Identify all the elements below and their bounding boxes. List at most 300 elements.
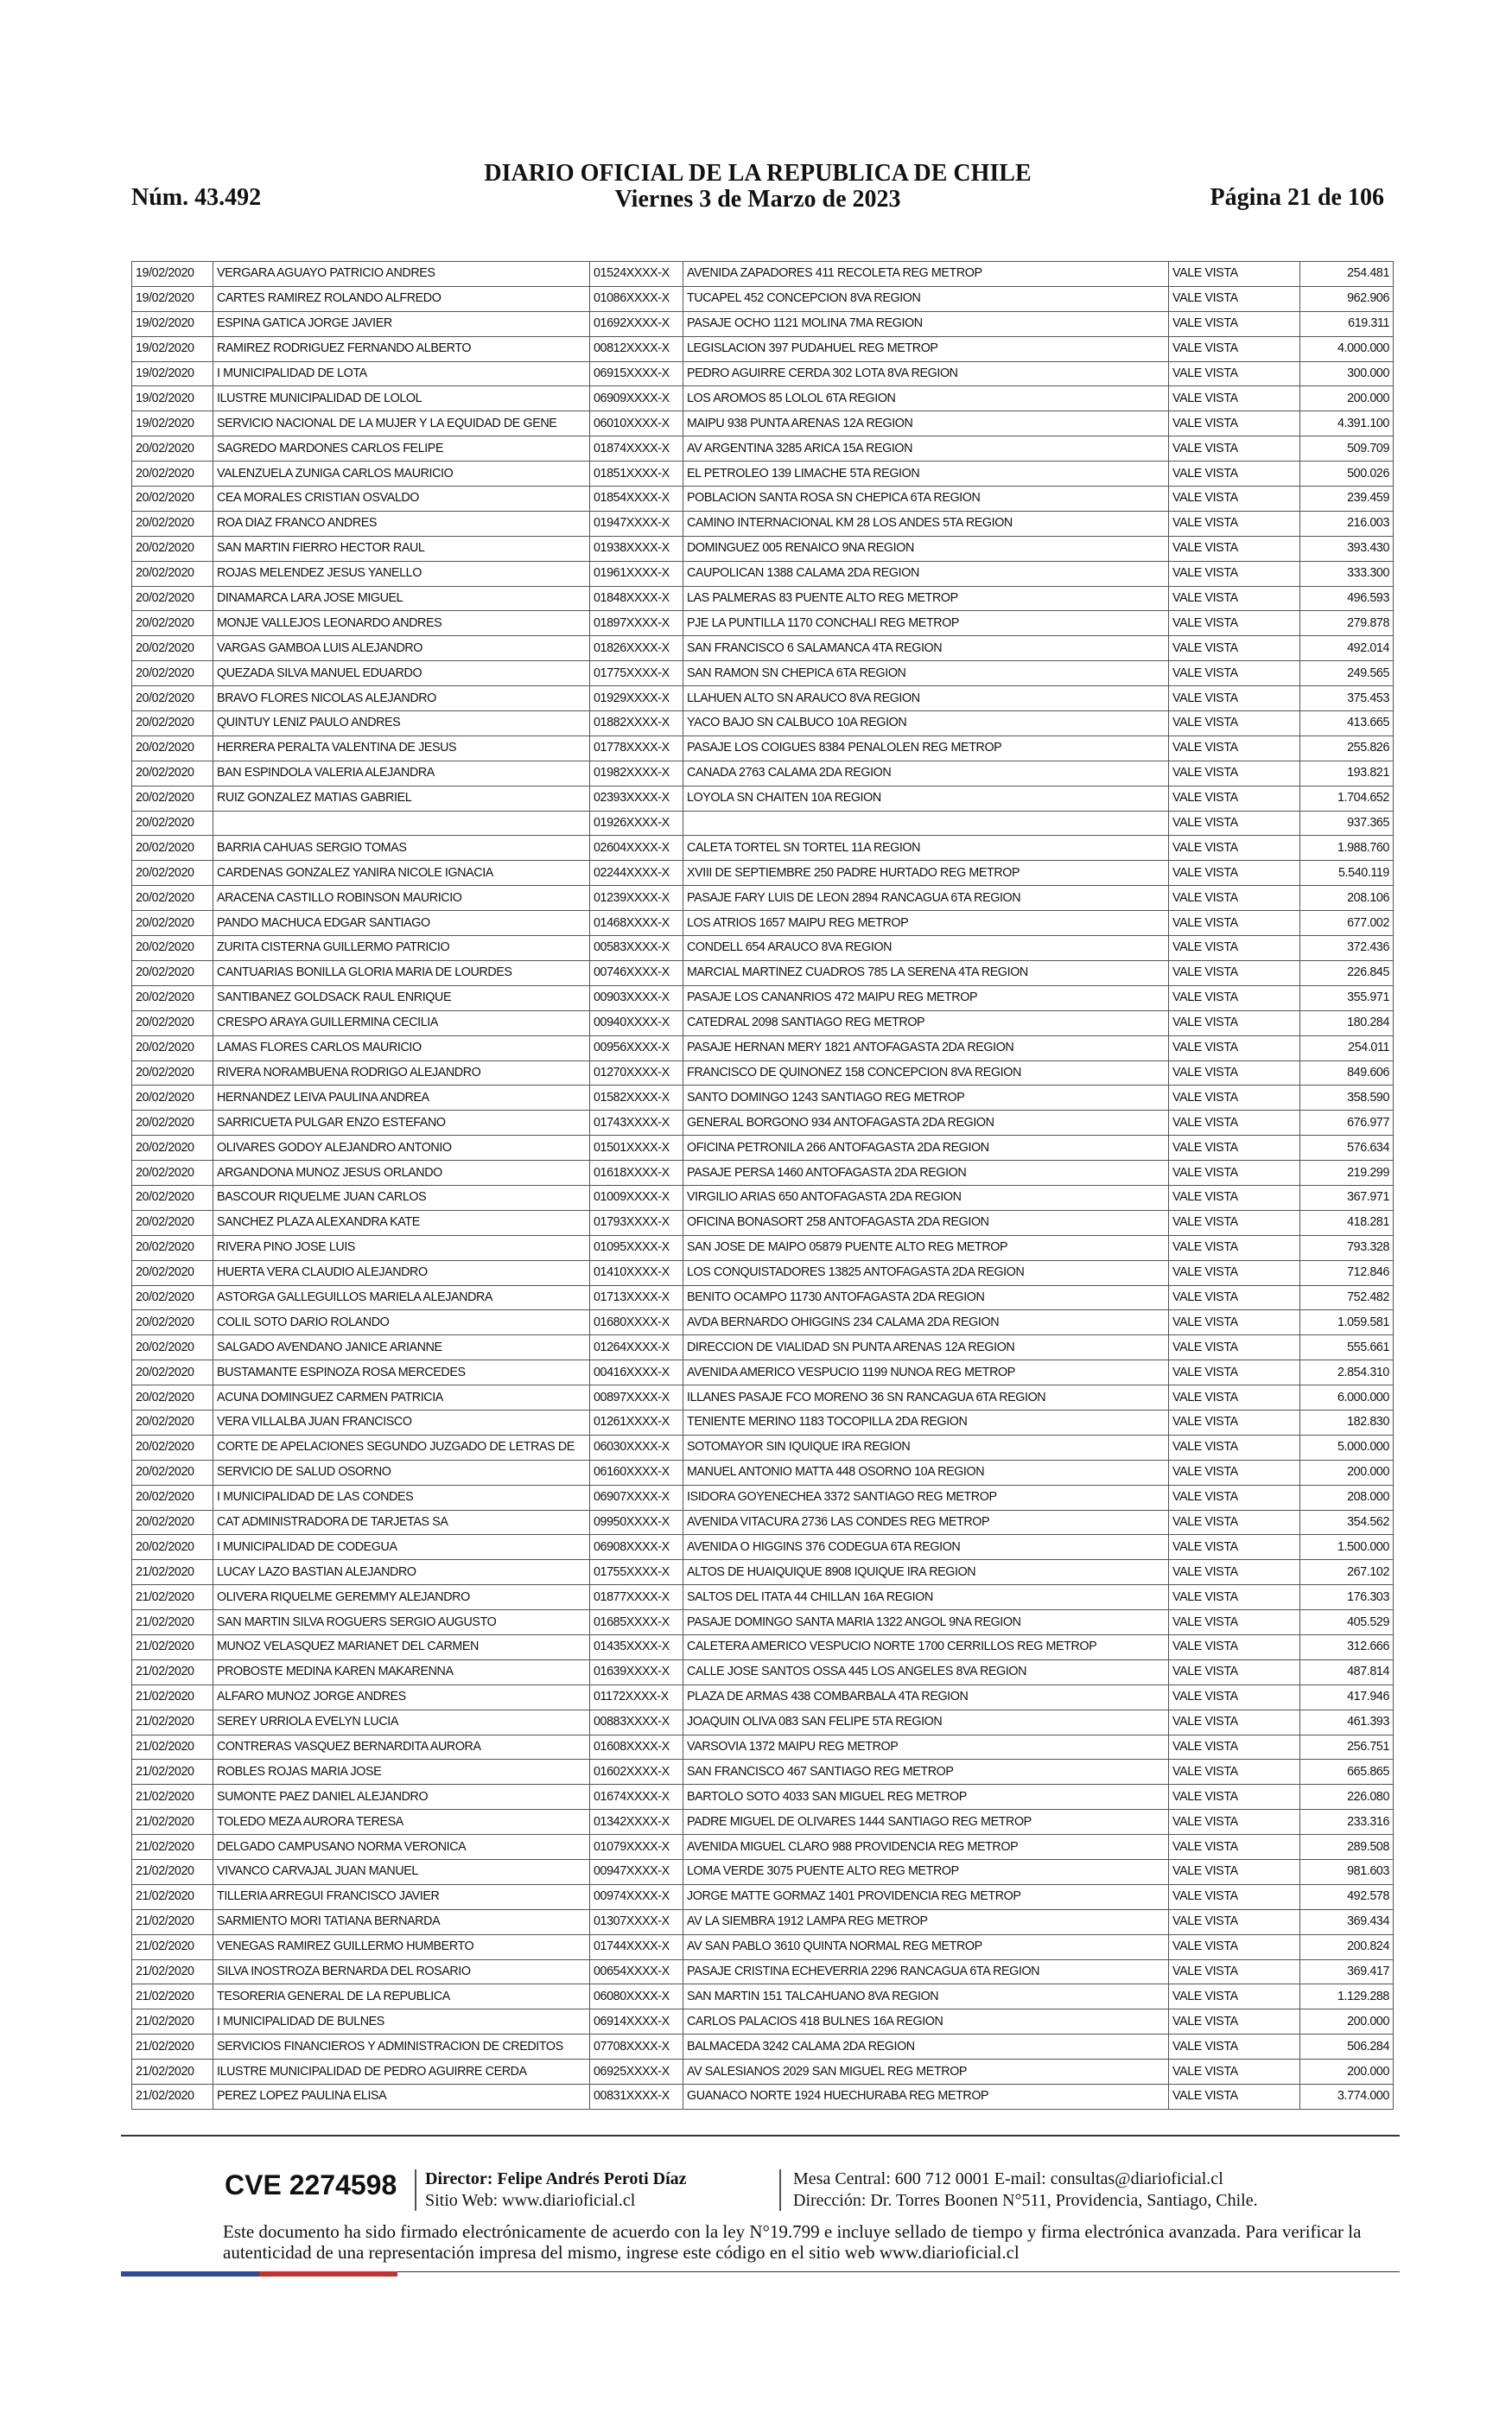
amount-cell: 849.606 [1300,1060,1394,1086]
table-row [132,686,1394,711]
rut-cell: 01826XXXX-X [590,636,683,661]
issue-number: Núm. 43.492 [131,184,262,211]
amount-cell: 354.562 [1300,1510,1394,1535]
payment-type-cell: VALE VISTA [1169,1959,1300,1984]
rut-cell: 06915XXXX-X [590,361,683,386]
payment-type-cell: VALE VISTA [1169,311,1300,336]
name-cell: CONTRERAS VASQUEZ BERNARDITA AURORA [213,1735,590,1760]
date-cell: 21/02/2020 [132,1884,213,1909]
address-cell: LOS AROMOS 85 LOLOL 6TA REGION [683,386,1169,411]
date-cell: 20/02/2020 [132,1360,213,1385]
date-cell: 21/02/2020 [132,2085,213,2110]
table-row [132,511,1394,536]
payment-type-cell: VALE VISTA [1169,1785,1300,1810]
page-footer [121,2135,1400,2308]
address-cell: PJE LA PUNTILLA 1170 CONCHALI REG METROP [683,611,1169,636]
payment-type-cell: VALE VISTA [1169,1684,1300,1710]
rut-cell: 01744XXXX-X [590,1934,683,1959]
date-cell: 21/02/2020 [132,1710,213,1735]
table-row [132,411,1394,436]
table-row [132,960,1394,985]
address-cell: MAIPU 938 PUNTA ARENAS 12A REGION [683,411,1169,436]
rut-cell: 01713XXXX-X [590,1285,683,1310]
table-row [132,1285,1394,1310]
name-cell: SAGREDO MARDONES CARLOS FELIPE [213,436,590,462]
date-cell: 20/02/2020 [132,711,213,736]
table-row [132,611,1394,636]
date-cell: 20/02/2020 [132,1285,213,1310]
footer-separator [415,2169,416,2211]
rut-cell: 01674XXXX-X [590,1785,683,1810]
table-row [132,1710,1394,1735]
date-cell: 20/02/2020 [132,1335,213,1360]
name-cell: SARRICUETA PULGAR ENZO ESTEFANO [213,1111,590,1136]
payment-type-cell: VALE VISTA [1169,960,1300,985]
amount-cell: 239.459 [1300,487,1394,512]
date-cell: 20/02/2020 [132,1260,213,1285]
table-row [132,1684,1394,1710]
payment-type-cell: VALE VISTA [1169,1136,1300,1161]
director-name: Director: Felipe Andrés Peroti Díaz [425,2169,687,2188]
amount-cell: 256.751 [1300,1735,1394,1760]
name-cell: SANCHEZ PLAZA ALEXANDRA KATE [213,1210,590,1235]
table-row [132,936,1394,961]
address-cell: LEGISLACION 397 PUDAHUEL REG METROP [683,336,1169,361]
name-cell: TILLERIA ARREGUI FRANCISCO JAVIER [213,1884,590,1909]
amount-cell: 226.080 [1300,1785,1394,1810]
table-row [132,1060,1394,1086]
address-cell: SOTOMAYOR SIN IQUIQUE IRA REGION [683,1435,1169,1460]
date-cell: 20/02/2020 [132,436,213,462]
address-cell: PASAJE DOMINGO SANTA MARIA 1322 ANGOL 9NA REGION [683,1610,1169,1635]
date-cell: 20/02/2020 [132,1310,213,1335]
payment-type-cell: VALE VISTA [1169,1285,1300,1310]
date-cell: 21/02/2020 [132,2060,213,2085]
date-cell: 20/02/2020 [132,861,213,886]
date-cell: 20/02/2020 [132,661,213,686]
contact-info: Mesa Central: 600 712 0001 E-mail: consultas@diarioficial.cl [793,2169,1223,2188]
table-row [132,1260,1394,1285]
date-cell: 19/02/2020 [132,286,213,311]
date-cell: 21/02/2020 [132,1634,213,1659]
amount-cell: 200.000 [1300,1460,1394,1485]
date-cell: 20/02/2020 [132,1435,213,1460]
amount-cell: 300.000 [1300,361,1394,386]
amount-cell: 492.578 [1300,1884,1394,1909]
rut-cell: 01307XXXX-X [590,1909,683,1934]
website-link[interactable]: Sitio Web: www.diarioficial.cl [425,2191,636,2210]
address-cell: MARCIAL MARTINEZ CUADROS 785 LA SERENA 4TA REGION [683,960,1169,985]
amount-cell: 417.946 [1300,1684,1394,1710]
records-table-body [132,262,1394,2110]
rut-cell: 00416XXXX-X [590,1360,683,1385]
address-cell: MANUEL ANTONIO MATTA 448 OSORNO 10A REGION [683,1460,1169,1485]
date-cell: 21/02/2020 [132,1984,213,2009]
amount-cell: 358.590 [1300,1086,1394,1111]
address-cell: PASAJE CRISTINA ECHEVERRIA 2296 RANCAGUA 6TA REGION [683,1959,1169,1984]
address-cell: LAS PALMERAS 83 PUENTE ALTO REG METROP [683,586,1169,611]
payment-type-cell: VALE VISTA [1169,911,1300,936]
name-cell: SEREY URRIOLA EVELYN LUCIA [213,1710,590,1735]
date-cell: 20/02/2020 [132,1210,213,1235]
name-cell: OLIVERA RIQUELME GEREMMY ALEJANDRO [213,1585,590,1610]
name-cell: SERVICIO DE SALUD OSORNO [213,1460,590,1485]
rut-cell: 00956XXXX-X [590,1035,683,1060]
payment-type-cell: VALE VISTA [1169,561,1300,586]
name-cell: SUMONTE PAEZ DANIEL ALEJANDRO [213,1785,590,1810]
amount-cell: 6.000.000 [1300,1385,1394,1411]
address-cell: TENIENTE MERINO 1183 TOCOPILLA 2DA REGION [683,1410,1169,1435]
amount-cell: 312.666 [1300,1634,1394,1659]
payment-type-cell: VALE VISTA [1169,1035,1300,1060]
name-cell: PANDO MACHUCA EDGAR SANTIAGO [213,911,590,936]
rut-cell: 01172XXXX-X [590,1684,683,1710]
name-cell: ROJAS MELENDEZ JESUS YANELLO [213,561,590,586]
name-cell: OLIVARES GODOY ALEJANDRO ANTONIO [213,1136,590,1161]
name-cell: QUEZADA SILVA MANUEL EDUARDO [213,661,590,686]
rut-cell: 00654XXXX-X [590,1959,683,1984]
rut-cell: 01755XXXX-X [590,1560,683,1585]
rut-cell: 01775XXXX-X [590,661,683,686]
payment-type-cell: VALE VISTA [1169,1610,1300,1635]
table-row [132,2085,1394,2110]
rut-cell: 00583XXXX-X [590,936,683,961]
address-cell [683,811,1169,836]
table-row [132,1535,1394,1560]
table-row [132,736,1394,761]
rut-cell: 06914XXXX-X [590,2009,683,2035]
payment-type-cell: VALE VISTA [1169,1260,1300,1285]
footer-separator [779,2169,781,2211]
name-cell: COLIL SOTO DARIO ROLANDO [213,1310,590,1335]
name-cell: SERVICIO NACIONAL DE LA MUJER Y LA EQUIDAD DE GENE [213,411,590,436]
address-cell: AVDA BERNARDO OHIGGINS 234 CALAMA 2DA REGION [683,1310,1169,1335]
amount-cell: 372.436 [1300,936,1394,961]
payment-type-cell: VALE VISTA [1169,487,1300,512]
payment-type-cell: VALE VISTA [1169,1535,1300,1560]
table-row [132,436,1394,462]
payment-type-cell: VALE VISTA [1169,1884,1300,1909]
address-cell: CALETA TORTEL SN TORTEL 11A REGION [683,836,1169,861]
name-cell: RIVERA PINO JOSE LUIS [213,1235,590,1260]
rut-cell: 00974XXXX-X [590,1884,683,1909]
address-cell: VIRGILIO ARIAS 650 ANTOFAGASTA 2DA REGION [683,1185,1169,1210]
address-cell: AVENIDA ZAPADORES 411 RECOLETA REG METROP [683,262,1169,287]
date-cell: 21/02/2020 [132,1735,213,1760]
address-cell: CATEDRAL 2098 SANTIAGO REG METROP [683,1010,1169,1035]
date-cell: 19/02/2020 [132,386,213,411]
rut-cell: 01602XXXX-X [590,1760,683,1785]
date-cell: 20/02/2020 [132,586,213,611]
rut-cell: 01095XXXX-X [590,1235,683,1260]
amount-cell: 506.284 [1300,2035,1394,2060]
amount-cell: 208.106 [1300,886,1394,911]
amount-cell: 254.011 [1300,1035,1394,1060]
date-cell: 20/02/2020 [132,1111,213,1136]
name-cell: CANTUARIAS BONILLA GLORIA MARIA DE LOURDES [213,960,590,985]
name-cell: ROA DIAZ FRANCO ANDRES [213,511,590,536]
rut-cell: 01897XXXX-X [590,611,683,636]
date-cell: 21/02/2020 [132,1959,213,1984]
amount-cell: 676.977 [1300,1111,1394,1136]
table-row [132,2035,1394,2060]
rut-cell: 00903XXXX-X [590,985,683,1010]
table-row [132,2009,1394,2035]
payment-type-cell: VALE VISTA [1169,1161,1300,1186]
address-cell: CANADA 2763 CALAMA 2DA REGION [683,761,1169,786]
payment-type-cell: VALE VISTA [1169,1760,1300,1785]
amount-cell: 4.391.100 [1300,411,1394,436]
rut-cell: 01618XXXX-X [590,1161,683,1186]
table-row [132,1435,1394,1460]
address-cell: TUCAPEL 452 CONCEPCION 8VA REGION [683,286,1169,311]
address-cell: DIRECCION DE VIALIDAD SN PUNTA ARENAS 12A REGION [683,1335,1169,1360]
payment-type-cell: VALE VISTA [1169,861,1300,886]
address-cell: AV SALESIANOS 2029 SAN MIGUEL REG METROP [683,2060,1169,2085]
payment-type-cell: VALE VISTA [1169,1185,1300,1210]
table-row [132,711,1394,736]
amount-cell: 2.854.310 [1300,1360,1394,1385]
table-row [132,336,1394,361]
name-cell: BAN ESPINDOLA VALERIA ALEJANDRA [213,761,590,786]
amount-cell: 418.281 [1300,1210,1394,1235]
rut-cell: 06010XXXX-X [590,411,683,436]
payment-type-cell: VALE VISTA [1169,262,1300,287]
address-cell: AV SAN PABLO 3610 QUINTA NORMAL REG METROP [683,1934,1169,1959]
table-row [132,1310,1394,1335]
payment-type-cell: VALE VISTA [1169,1086,1300,1111]
name-cell: VIVANCO CARVAJAL JUAN MANUEL [213,1860,590,1885]
address-cell: CONDELL 654 ARAUCO 8VA REGION [683,936,1169,961]
amount-cell: 369.434 [1300,1909,1394,1934]
address-cell: OFICINA PETRONILA 266 ANTOFAGASTA 2DA REGION [683,1136,1169,1161]
table-row [132,487,1394,512]
payment-type-cell: VALE VISTA [1169,1710,1300,1735]
amount-cell: 200.000 [1300,2060,1394,2085]
address-cell: SALTOS DEL ITATA 44 CHILLAN 16A REGION [683,1585,1169,1610]
amount-cell: 962.906 [1300,286,1394,311]
payment-type-cell: VALE VISTA [1169,536,1300,561]
address-cell: BENITO OCAMPO 11730 ANTOFAGASTA 2DA REGION [683,1285,1169,1310]
page-number: Página 21 de 106 [1210,184,1384,211]
address-cell: AVENIDA AMERICO VESPUCIO 1199 NUNOA REG METROP [683,1360,1169,1385]
payment-type-cell: VALE VISTA [1169,361,1300,386]
payment-type-cell: VALE VISTA [1169,436,1300,462]
amount-cell: 233.316 [1300,1810,1394,1835]
name-cell: BARRIA CAHUAS SERGIO TOMAS [213,836,590,861]
payment-type-cell: VALE VISTA [1169,2035,1300,2060]
table-row [132,1210,1394,1235]
payment-type-cell: VALE VISTA [1169,736,1300,761]
date-cell: 20/02/2020 [132,1235,213,1260]
rut-cell: 06908XXXX-X [590,1535,683,1560]
name-cell: ARACENA CASTILLO ROBINSON MAURICIO [213,886,590,911]
rut-cell: 01848XXXX-X [590,586,683,611]
amount-cell: 208.000 [1300,1485,1394,1510]
name-cell: SAN MARTIN SILVA ROGUERS SERGIO AUGUSTO [213,1610,590,1635]
payment-type-cell: VALE VISTA [1169,1385,1300,1411]
amount-cell: 226.845 [1300,960,1394,985]
name-cell: CORTE DE APELACIONES SEGUNDO JUZGADO DE LETRAS DE [213,1435,590,1460]
rut-cell: 02393XXXX-X [590,786,683,811]
payment-type-cell: VALE VISTA [1169,985,1300,1010]
address-cell: AVENIDA O HIGGINS 376 CODEGUA 6TA REGION [683,1535,1169,1560]
address-cell: ISIDORA GOYENECHEA 3372 SANTIAGO REG METROP [683,1485,1169,1510]
amount-cell: 200.000 [1300,2009,1394,2035]
date-cell: 19/02/2020 [132,411,213,436]
date-cell: 20/02/2020 [132,1060,213,1086]
name-cell: ILUSTRE MUNICIPALIDAD DE LOLOL [213,386,590,411]
rut-cell: 01079XXXX-X [590,1835,683,1860]
payment-type-cell: VALE VISTA [1169,2009,1300,2035]
amount-cell: 5.000.000 [1300,1435,1394,1460]
rut-cell: 06907XXXX-X [590,1485,683,1510]
name-cell: VERA VILLALBA JUAN FRANCISCO [213,1410,590,1435]
table-row [132,886,1394,911]
name-cell: MONJE VALLEJOS LEONARDO ANDRES [213,611,590,636]
date-cell: 21/02/2020 [132,1684,213,1710]
legal-notice: Este documento ha sido firmado electrónicamente de acuerdo con la ley N°19.799 e incluye sellado de tiempo y firma electrónica avanzada. Para verificar la autenticidad de una representación impresa del mismo, ingrese este código en el sitio web www.diarioficial.cl [223,2221,1362,2263]
table-row [132,1909,1394,1934]
payment-type-cell: VALE VISTA [1169,1111,1300,1136]
name-cell: CARDENAS GONZALEZ YANIRA NICOLE IGNACIA [213,861,590,886]
date-cell: 20/02/2020 [132,1485,213,1510]
payment-type-cell: VALE VISTA [1169,462,1300,487]
address-cell: CAUPOLICAN 1388 CALAMA 2DA REGION [683,561,1169,586]
payment-type-cell: VALE VISTA [1169,586,1300,611]
flag-stripe-red [259,2271,397,2277]
footer-divider [121,2135,1400,2137]
payment-type-cell: VALE VISTA [1169,936,1300,961]
payment-type-cell: VALE VISTA [1169,611,1300,636]
payment-type-cell: VALE VISTA [1169,386,1300,411]
table-row [132,536,1394,561]
address-cell: PASAJE HERNAN MERY 1821 ANTOFAGASTA 2DA REGION [683,1035,1169,1060]
payment-type-cell: VALE VISTA [1169,761,1300,786]
name-cell: I MUNICIPALIDAD DE LOTA [213,361,590,386]
payment-type-cell: VALE VISTA [1169,2060,1300,2085]
amount-cell: 355.971 [1300,985,1394,1010]
amount-cell: 289.508 [1300,1835,1394,1860]
payment-type-cell: VALE VISTA [1169,1984,1300,2009]
amount-cell: 677.002 [1300,911,1394,936]
table-row [132,1785,1394,1810]
date-cell: 21/02/2020 [132,2035,213,2060]
name-cell: ARGANDONA MUNOZ JESUS ORLANDO [213,1161,590,1186]
rut-cell: 00883XXXX-X [590,1710,683,1735]
payment-type-cell: VALE VISTA [1169,661,1300,686]
address-cell: VARSOVIA 1372 MAIPU REG METROP [683,1735,1169,1760]
publication-title: DIARIO OFICIAL DE LA REPUBLICA DE CHILE [484,160,1032,187]
amount-cell: 576.634 [1300,1136,1394,1161]
address-cell: POBLACION SANTA ROSA SN CHEPICA 6TA REGION [683,487,1169,512]
rut-cell: 01639XXXX-X [590,1659,683,1684]
address-cell: PADRE MIGUEL DE OLIVARES 1444 SANTIAGO REG METROP [683,1810,1169,1835]
address-cell: AV ARGENTINA 3285 ARICA 15A REGION [683,436,1169,462]
records-table [131,261,1394,2110]
amount-cell: 405.529 [1300,1610,1394,1635]
date-cell: 19/02/2020 [132,336,213,361]
amount-cell: 712.846 [1300,1260,1394,1285]
amount-cell: 4.000.000 [1300,336,1394,361]
name-cell: MUNOZ VELASQUEZ MARIANET DEL CARMEN [213,1634,590,1659]
address-cell: JOAQUIN OLIVA 083 SAN FELIPE 5TA REGION [683,1710,1169,1735]
rut-cell: 01261XXXX-X [590,1410,683,1435]
address-cell: ILLANES PASAJE FCO MORENO 36 SN RANCAGUA 6TA REGION [683,1385,1169,1411]
table-row [132,1610,1394,1635]
payment-type-cell: VALE VISTA [1169,1860,1300,1885]
payment-type-cell: VALE VISTA [1169,636,1300,661]
rut-cell: 06080XXXX-X [590,1984,683,2009]
address-cell: AVENIDA VITACURA 2736 LAS CONDES REG METROP [683,1510,1169,1535]
payment-type-cell: VALE VISTA [1169,336,1300,361]
amount-cell: 981.603 [1300,1860,1394,1885]
amount-cell: 509.709 [1300,436,1394,462]
amount-cell: 393.430 [1300,536,1394,561]
name-cell: CARTES RAMIREZ ROLANDO ALFREDO [213,286,590,311]
rut-cell: 01793XXXX-X [590,1210,683,1235]
table-row [132,1460,1394,1485]
table-row [132,1634,1394,1659]
payment-type-cell: VALE VISTA [1169,286,1300,311]
name-cell: CRESPO ARAYA GUILLERMINA CECILIA [213,1010,590,1035]
table-row [132,786,1394,811]
table-row [132,311,1394,336]
address-cell: SAN JOSE DE MAIPO 05879 PUENTE ALTO REG METROP [683,1235,1169,1260]
table-row [132,1735,1394,1760]
address-cell: LLAHUEN ALTO SN ARAUCO 8VA REGION [683,686,1169,711]
name-cell: QUINTUY LENIZ PAULO ANDRES [213,711,590,736]
name-cell: VALENZUELA ZUNIGA CARLOS MAURICIO [213,462,590,487]
address-cell: PLAZA DE ARMAS 438 COMBARBALA 4TA REGION [683,1684,1169,1710]
amount-cell: 619.311 [1300,311,1394,336]
address-cell: JORGE MATTE GORMAZ 1401 PROVIDENCIA REG METROP [683,1884,1169,1909]
date-cell: 20/02/2020 [132,1185,213,1210]
date-cell: 20/02/2020 [132,811,213,836]
name-cell: RIVERA NORAMBUENA RODRIGO ALEJANDRO [213,1060,590,1086]
date-cell: 19/02/2020 [132,311,213,336]
rut-cell: 01264XXXX-X [590,1335,683,1360]
date-cell: 21/02/2020 [132,2009,213,2035]
amount-cell: 176.303 [1300,1585,1394,1610]
amount-cell: 255.826 [1300,736,1394,761]
table-row [132,761,1394,786]
rut-cell: 01685XXXX-X [590,1610,683,1635]
date-cell: 20/02/2020 [132,1410,213,1435]
rut-cell: 01882XXXX-X [590,711,683,736]
name-cell: TOLEDO MEZA AURORA TERESA [213,1810,590,1835]
table-row [132,561,1394,586]
name-cell: PROBOSTE MEDINA KAREN MAKARENNA [213,1659,590,1684]
rut-cell: 01239XXXX-X [590,886,683,911]
rut-cell: 01501XXXX-X [590,1136,683,1161]
name-cell: RAMIREZ RODRIGUEZ FERNANDO ALBERTO [213,336,590,361]
flag-stripe [121,2271,397,2277]
name-cell: ESPINA GATICA JORGE JAVIER [213,311,590,336]
name-cell: I MUNICIPALIDAD DE BULNES [213,2009,590,2035]
table-row [132,1385,1394,1411]
rut-cell: 00897XXXX-X [590,1385,683,1411]
payment-type-cell: VALE VISTA [1169,711,1300,736]
payment-type-cell: VALE VISTA [1169,1010,1300,1035]
name-cell: ACUNA DOMINGUEZ CARMEN PATRICIA [213,1385,590,1411]
name-cell: HERNANDEZ LEIVA PAULINA ANDREA [213,1086,590,1111]
name-cell: LAMAS FLORES CARLOS MAURICIO [213,1035,590,1060]
date-cell: 20/02/2020 [132,487,213,512]
name-cell: BUSTAMANTE ESPINOZA ROSA MERCEDES [213,1360,590,1385]
name-cell: PEREZ LOPEZ PAULINA ELISA [213,2085,590,2110]
rut-cell: 06909XXXX-X [590,386,683,411]
